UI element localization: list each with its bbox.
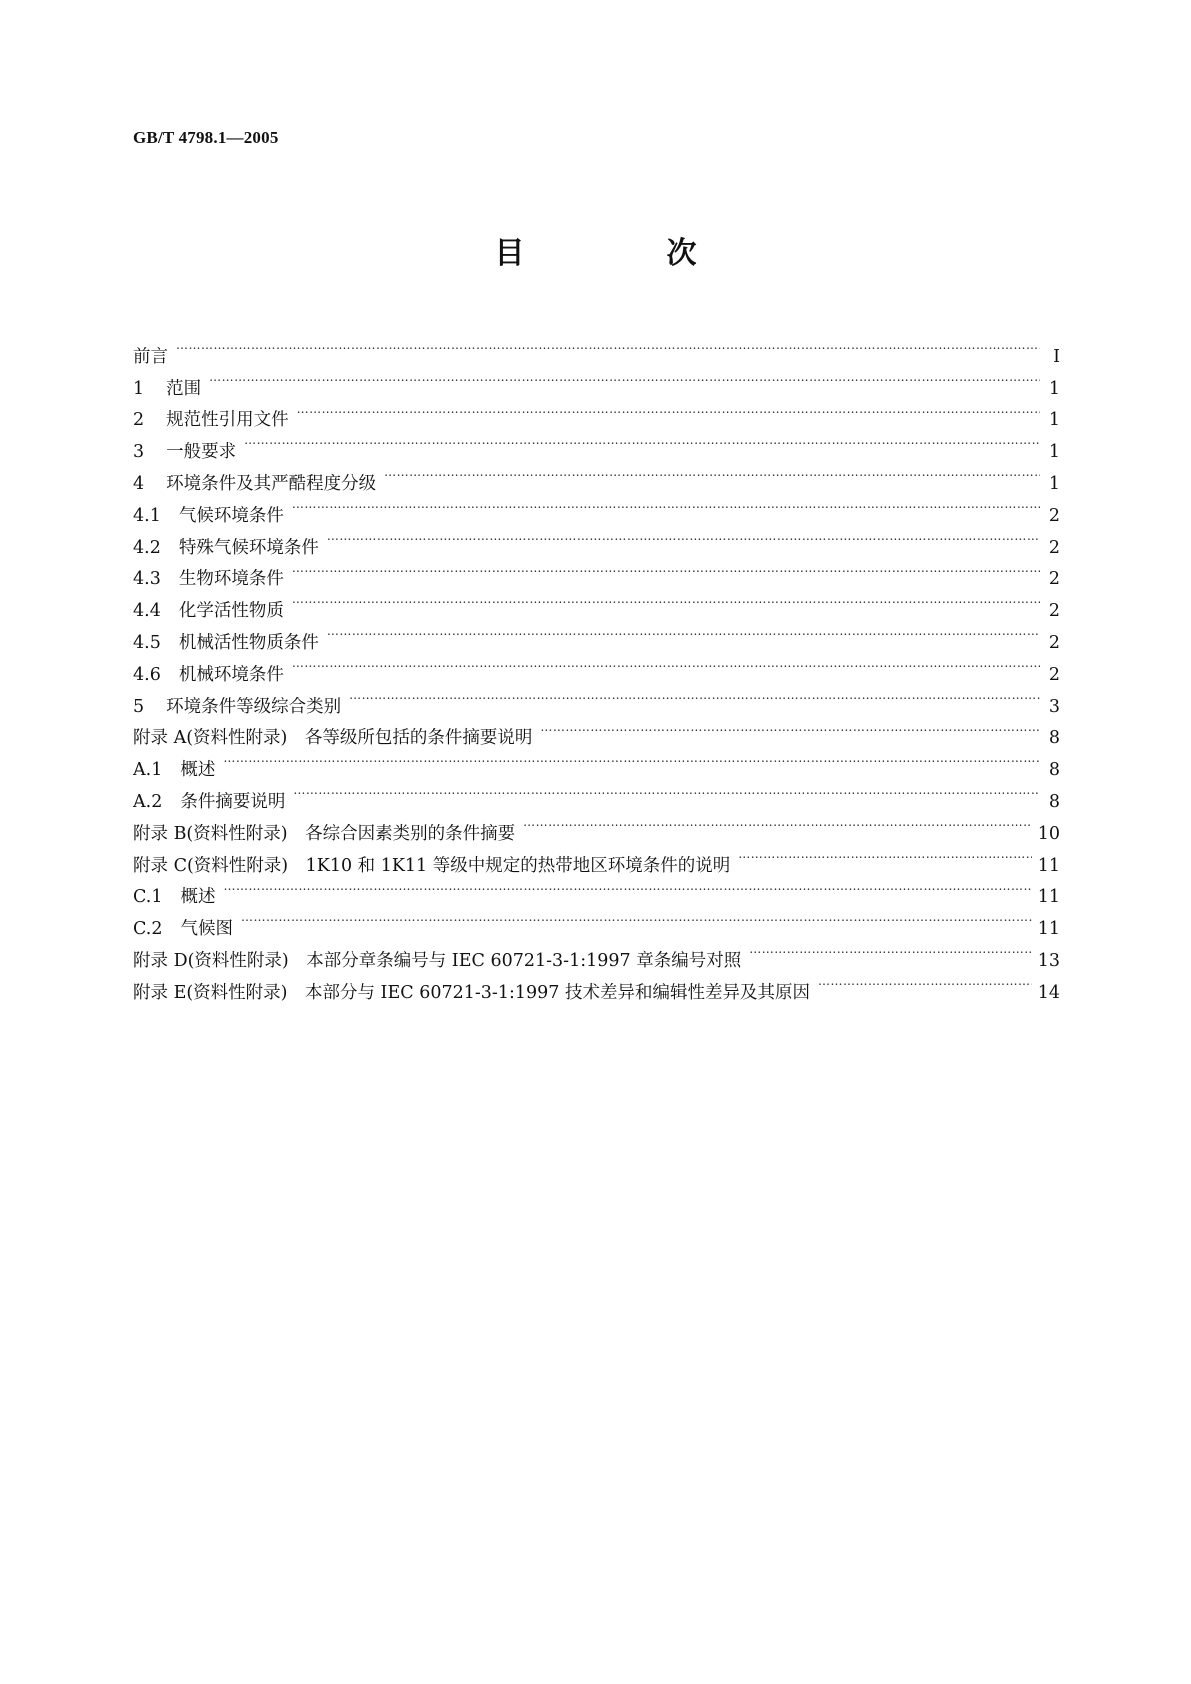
toc-dot-leader bbox=[292, 489, 1040, 521]
toc-entry-page: Ⅰ bbox=[1053, 346, 1060, 367]
toc-entry[interactable] bbox=[133, 394, 1060, 431]
toc-entry-page: 2 bbox=[1048, 601, 1060, 622]
toc-entry[interactable] bbox=[133, 775, 1060, 812]
toc-entry[interactable] bbox=[133, 457, 1060, 494]
toc-entry-number: 2 bbox=[133, 410, 145, 431]
toc-dot-leader bbox=[292, 648, 1040, 680]
toc-entry-page: 3 bbox=[1048, 696, 1060, 717]
toc-entry-page: 1 bbox=[1048, 442, 1060, 463]
toc-entry-label: 环境条件及其严酷程度分级 bbox=[166, 473, 377, 494]
toc-entry-number: 4.4 bbox=[133, 601, 161, 622]
toc-entry[interactable] bbox=[133, 330, 1060, 367]
toc-dot-leader bbox=[297, 394, 1040, 426]
toc-entry-label: 附录 C(资料性附录) 1K10 和 1K11 等级中规定的热带地区环境条件的说明 bbox=[133, 855, 731, 876]
toc-entry-page: 11 bbox=[1037, 855, 1060, 876]
toc-dot-leader bbox=[241, 902, 1032, 934]
toc-entry-page: 8 bbox=[1048, 791, 1060, 812]
toc-entry-page: 8 bbox=[1048, 760, 1060, 781]
toc-entry[interactable] bbox=[133, 902, 1060, 940]
toc-entry[interactable] bbox=[133, 362, 1060, 399]
toc-entry-number: 5 bbox=[133, 696, 145, 717]
toc-entry-number: 4.6 bbox=[133, 664, 161, 685]
toc-dot-leader bbox=[523, 807, 1032, 839]
toc-entry-page: 1 bbox=[1048, 473, 1060, 494]
toc-dot-leader bbox=[738, 839, 1031, 871]
toc-entry-page: 2 bbox=[1048, 537, 1060, 558]
toc-entry-label: 环境条件等级综合类别 bbox=[166, 696, 342, 717]
toc-entry-label: 附录 D(资料性附录) 本部分章条编号与 IEC 60721-3-1:1997 章条编号对照 bbox=[133, 950, 742, 971]
toc-dot-leader bbox=[384, 457, 1040, 489]
toc-entry-label: 附录 E(资料性附录) 本部分与 IEC 60721-3-1:1997 技术差异和编辑性差异及其原因 bbox=[133, 982, 810, 1003]
toc-entry-label: 附录 A(资料性附录) 各等级所包括的条件摘要说明 bbox=[133, 728, 533, 749]
toc-entry-number: 4.5 bbox=[133, 632, 161, 653]
toc-title: 目 次 bbox=[494, 236, 753, 271]
toc-dot-leader bbox=[292, 584, 1040, 616]
toc-dot-leader bbox=[176, 330, 1040, 362]
toc-entry-label: 概述 bbox=[180, 887, 216, 908]
toc-entry-label: 规范性引用文件 bbox=[166, 410, 289, 431]
toc-entry-label: 概述 bbox=[180, 760, 216, 781]
toc-dot-leader bbox=[223, 871, 1031, 903]
toc-entry-number: 4.2 bbox=[133, 537, 161, 558]
toc-dot-leader bbox=[209, 362, 1040, 394]
toc-entry-label: 机械环境条件 bbox=[178, 664, 284, 685]
toc-entry[interactable] bbox=[133, 934, 1060, 971]
toc-entry-page: 11 bbox=[1037, 887, 1060, 908]
toc-dot-leader bbox=[818, 966, 1032, 998]
toc-entry-page: 13 bbox=[1037, 950, 1060, 971]
toc-entry-page: 10 bbox=[1037, 823, 1060, 844]
toc-dot-leader bbox=[327, 521, 1040, 553]
standard-code: GB/T 4798.1—2005 bbox=[133, 128, 279, 147]
toc-dot-leader bbox=[540, 712, 1040, 744]
toc-entry-number: 4.3 bbox=[133, 569, 161, 590]
toc-entry-page: 2 bbox=[1048, 505, 1060, 526]
toc-entry-page: 2 bbox=[1048, 569, 1060, 590]
toc-entry-label: 机械活性物质条件 bbox=[178, 632, 319, 653]
toc-dot-leader bbox=[327, 616, 1040, 648]
toc-dot-leader bbox=[292, 553, 1040, 585]
toc-dot-leader bbox=[293, 775, 1040, 807]
toc-entry-label: 附录 B(资料性附录) 各综合因素类别的条件摘要 bbox=[133, 823, 516, 844]
toc-entry-number: 1 bbox=[133, 378, 145, 399]
toc-entry-number: A.1 bbox=[133, 760, 163, 781]
toc-entry-number: 4.1 bbox=[133, 505, 161, 526]
toc-entry-page: 14 bbox=[1037, 982, 1060, 1003]
toc-entry-label: 范围 bbox=[166, 378, 202, 399]
toc-entry-label: 化学活性物质 bbox=[178, 601, 284, 622]
toc-dot-leader bbox=[349, 680, 1040, 712]
toc-dot-leader bbox=[244, 425, 1040, 457]
toc-entry-label: 气候环境条件 bbox=[178, 505, 284, 526]
toc-entry-label: 特殊气候环境条件 bbox=[178, 537, 319, 558]
toc-entry-page: 2 bbox=[1048, 632, 1060, 653]
toc-entry-number: 4 bbox=[133, 473, 145, 494]
toc-dot-leader bbox=[223, 743, 1040, 775]
toc-entry-label: 一般要求 bbox=[166, 442, 237, 463]
toc-entry-number: C.2 bbox=[133, 919, 163, 940]
toc-dot-leader bbox=[749, 934, 1032, 966]
toc-entry-page: 11 bbox=[1037, 919, 1060, 940]
toc-entry-label: 条件摘要说明 bbox=[180, 791, 286, 812]
toc-entry-label: 生物环境条件 bbox=[178, 569, 284, 590]
toc-entry[interactable] bbox=[133, 743, 1060, 781]
toc-entry-page: 8 bbox=[1048, 728, 1060, 749]
toc-entry-page: 1 bbox=[1048, 378, 1060, 399]
toc-entry-number: C.1 bbox=[133, 887, 163, 908]
toc-entry[interactable] bbox=[133, 871, 1060, 908]
toc-entry-number: A.2 bbox=[133, 791, 163, 812]
toc-entry[interactable] bbox=[133, 425, 1060, 463]
toc-entry-label: 气候图 bbox=[180, 919, 233, 940]
toc-entry-page: 2 bbox=[1048, 664, 1060, 685]
table-of-contents bbox=[133, 330, 1060, 1003]
toc-entry-page: 1 bbox=[1048, 410, 1060, 431]
toc-entry-label: 前言 bbox=[133, 346, 168, 367]
toc-entry-number: 3 bbox=[133, 442, 145, 463]
